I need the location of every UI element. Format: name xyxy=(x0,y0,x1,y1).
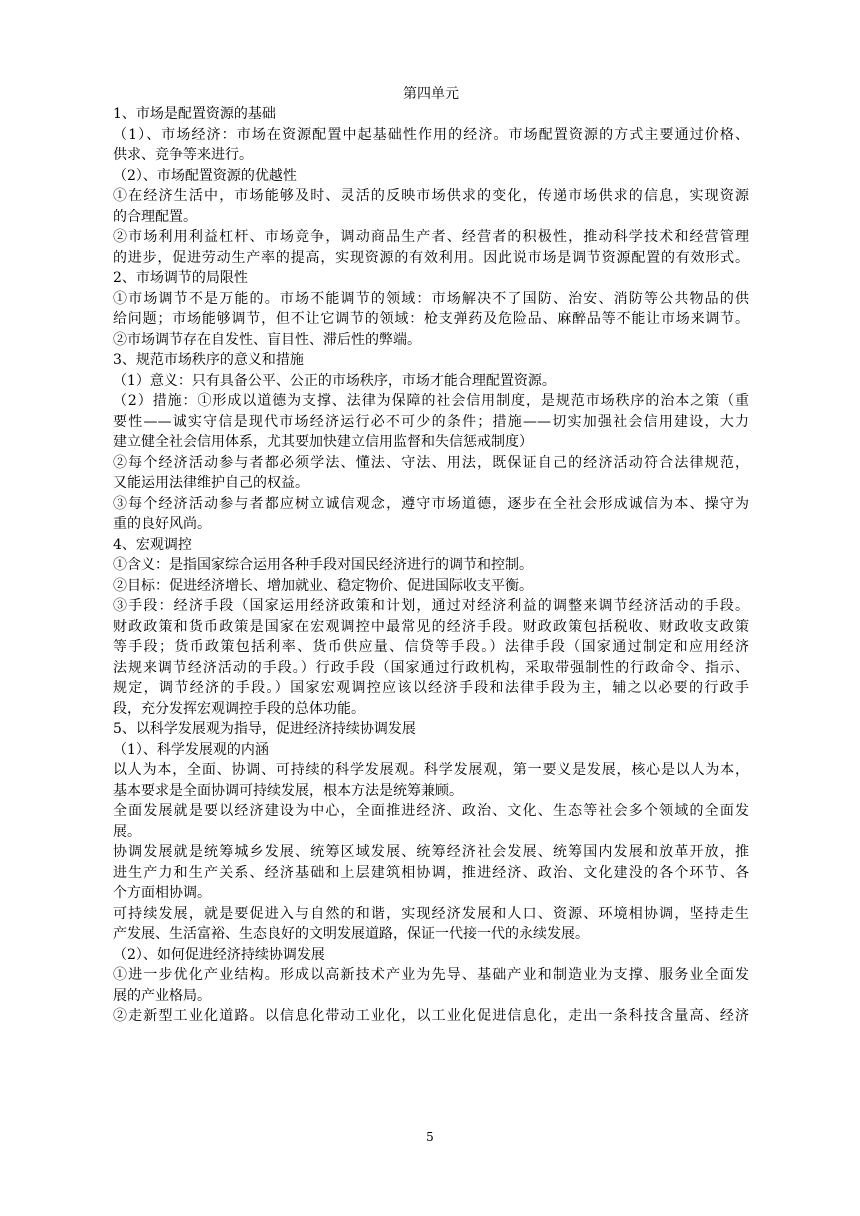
text-line: 展。 xyxy=(113,823,141,840)
text-line: （2）、市场配置资源的优越性 xyxy=(113,167,297,184)
text-line: 供求、竞争等来进行。 xyxy=(113,147,253,163)
text-line: 5、以科学发展观为指导，促进经济持续协调发展 xyxy=(113,721,416,737)
text-line: ①市场调节不是万能的。市场不能调节的领域：市场解决不了国防、治安、消防等公共物品的供 xyxy=(113,290,749,307)
text-line: 要性——诚实守信是现代市场经济运行必不可少的条件；措施——切实加强社会信用建设，大力 xyxy=(113,413,749,430)
text-line: （1）、科学发展观的内涵 xyxy=(113,741,269,758)
text-line: 建立健全社会信用体系，尤其要加快建立信用监督和失信惩戒制度） xyxy=(113,434,533,450)
text-line: 协调发展就是统筹城乡发展、统筹区域发展、统筹经济社会发展、统筹国内发展和放革开放，推 xyxy=(113,844,749,860)
text-line: 给问题；市场能够调节，但不让它调节的领域：枪支弹药及危险品、麻醉品等不能让市场来调节。 xyxy=(113,311,749,327)
text-line: 以人为本，全面、协调、可持续的科学发展观。科学发展观，第一要义是发展，核心是以人为本， xyxy=(113,762,749,778)
text-line: 产发展、生活富裕、生态良好的文明发展道路，保证一代接一代的永续发展。 xyxy=(113,926,589,942)
text-line: 重的良好风尚。 xyxy=(113,516,211,532)
text-line: ②市场利用利益杠杆、市场竞争，调动商品生产者、经营者的积极性，推动科学技术和经营管理 xyxy=(113,229,749,245)
text-line: （1）意义：只有具备公平、公正的市场秩序，市场才能合理配置资源。 xyxy=(113,372,556,389)
text-line: 个方面相协调。 xyxy=(113,885,211,901)
text-line: ②市场调节存在自发性、盲目性、滞后性的弊端。 xyxy=(113,331,421,348)
text-line: 又能运用法律维护自己的权益。 xyxy=(113,475,309,491)
text-line: 全面发展就是要以经济建设为中心，全面推进经济、政治、文化、生态等社会多个领域的全面发 xyxy=(113,803,749,819)
text-line: 的合理配置。 xyxy=(113,208,197,225)
document-page xyxy=(113,84,749,1027)
text-line: ①含义：是指国家综合运用各种手段对国民经济进行的调节和控制。 xyxy=(113,557,533,573)
text-line: 2、市场调节的局限性 xyxy=(113,270,248,286)
text-line: 4、宏观调控 xyxy=(113,536,192,553)
text-line: 财政政策和货币政策是国家在宏观调控中最常见的经济手段。财政政策包括税收、财政收支政策 xyxy=(113,618,749,635)
text-line: 3、规范市场秩序的意义和措施 xyxy=(113,352,304,368)
text-line: （2）、如何促进经济持续协调发展 xyxy=(113,946,325,963)
text-line: 1、市场是配置资源的基础 xyxy=(113,106,276,122)
text-line: ③手段：经济手段（国家运用经济政策和计划，通过对经济利益的调整来调节经济活动的手段。 xyxy=(113,598,749,614)
text-line: ②走新型工业化道路。以信息化带动工业化，以工业化促进信息化，走出一条科技含量高、经济 xyxy=(113,1008,749,1024)
text-line: 规定，调节经济的手段。）国家宏观调控应该以经济手段和法律手段为主，辅之以必要的行政手 xyxy=(113,680,749,696)
page-number: 5 xyxy=(426,1130,434,1144)
text-line: ②每个经济活动参与者都必须学法、懂法、守法、用法，既保证自己的经济活动符合法律规范， xyxy=(113,454,749,471)
text-line: ①在经济生活中，市场能够及时、灵活的反映市场供求的变化，传递市场供求的信息，实现资源 xyxy=(113,188,749,204)
page-title: 第四单元 xyxy=(403,86,459,102)
text-line: 展的产业格局。 xyxy=(113,987,211,1004)
text-line: 等手段；货币政策包括利率、货币供应量、信贷等手段。）法律手段（国家通过制定和应用经济 xyxy=(113,639,749,655)
text-line: ②目标：促进经济增长、增加就业、稳定物价、促进国际收支平衡。 xyxy=(113,577,533,594)
text-line: ③每个经济活动参与者都应树立诚信观念，遵守市场道德，逐步在全社会形成诚信为本、操守为 xyxy=(113,495,749,512)
text-line: 段，充分发挥宏观调控手段的总体功能。 xyxy=(113,700,365,717)
text-line: （2）措施：①形成以道德为支撑、法律为保障的社会信用制度，是规范市场秩序的治本之策（重 xyxy=(113,393,749,409)
document-body xyxy=(113,104,749,1027)
text-line: （1）、市场经济：市场在资源配置中起基础性作用的经济。市场配置资源的方式主要通过价格、 xyxy=(113,126,749,143)
text-line: 的进步，促进劳动生产率的提高，实现资源的有效利用。因此说市场是调节资源配置的有效形式。 xyxy=(113,249,749,266)
text-line: 基本要求是全面协调可持续发展，根本方法是统筹兼顾。 xyxy=(113,782,463,799)
text-line: 法规来调节经济活动的手段。）行政手段（国家通过行政机构，采取带强制性的行政命令、指示、 xyxy=(113,659,749,676)
text-line: 可持续发展，就是要促进入与自然的和谐，实现经济发展和人口、资源、环境相协调，坚持走生 xyxy=(113,905,749,922)
text-line: 进生产力和生产关系、经济基础和上层建筑相协调，推进经济、政治、文化建没的各个环节、各 xyxy=(113,864,749,881)
text-line: ①进一步优化产业结构。形成以高新技术产业为先导、基础产业和制造业为支撑、服务业全面发 xyxy=(113,967,749,983)
